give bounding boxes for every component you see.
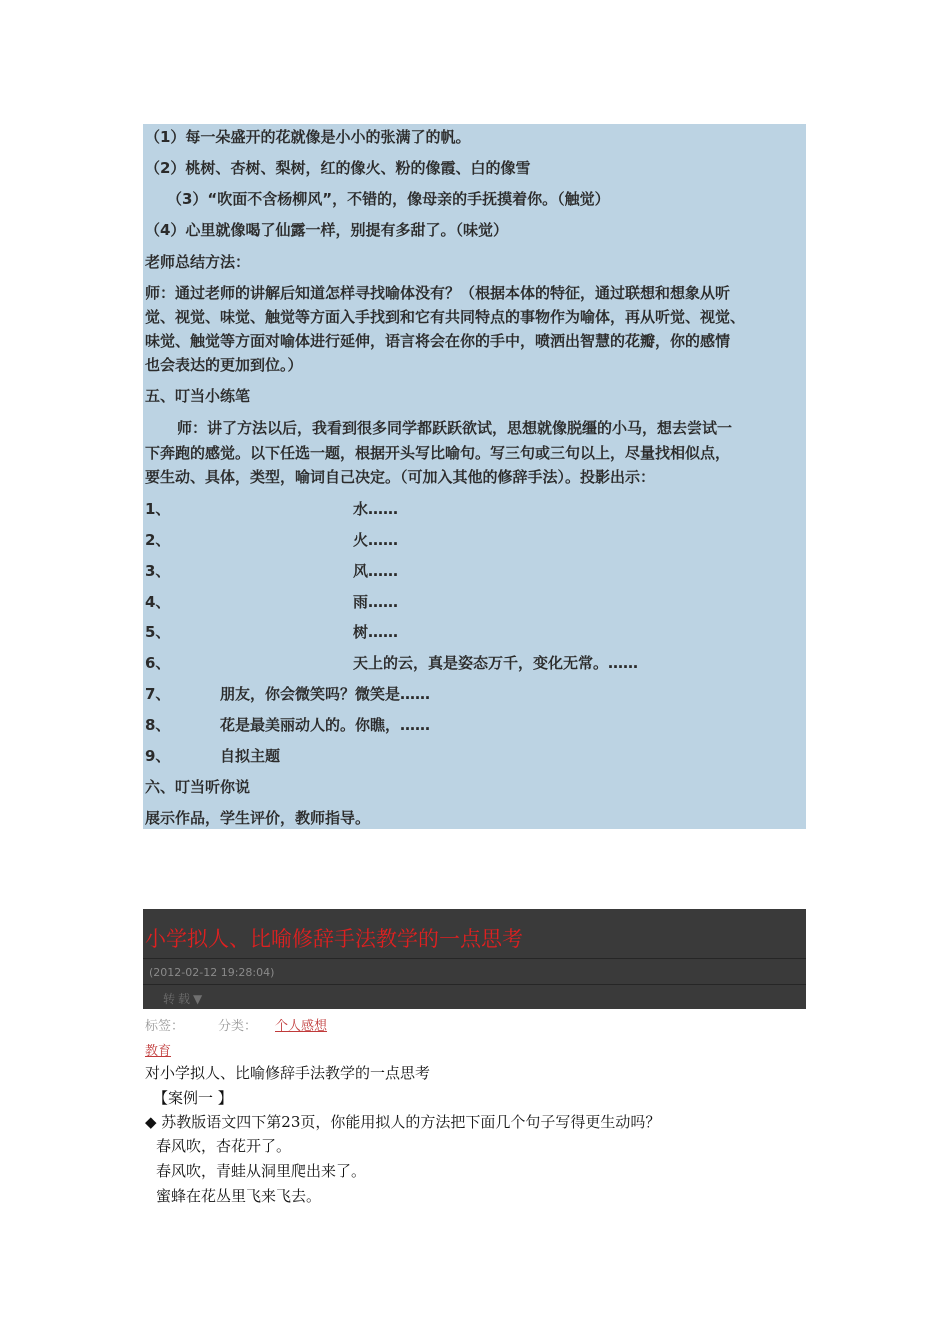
section6-heading: 六、叮当听你说 xyxy=(145,778,251,796)
section6-text: 展示作品，学生评价，教师指导。 xyxy=(145,809,371,827)
exercise-text: 水…… xyxy=(353,500,399,518)
category-link[interactable]: 个人感想 xyxy=(275,1019,328,1034)
exercise-text: 天上的云，真是姿态万千，变化无常。…… xyxy=(353,654,639,672)
exercise-number: 8、 xyxy=(145,716,171,734)
summary-line: 觉、视觉、味觉、触觉等方面入手找到和它有共同特点的事物作为喻体，再从听觉、视觉、 xyxy=(145,308,746,326)
summary-line: 味觉、触觉等方面对喻体进行延伸，语言将会在你的手中，喷洒出智慧的花瓣，你的感情 xyxy=(145,332,731,350)
article-line: 蜜蜂在花丛里飞来飞去。 xyxy=(156,1187,322,1205)
article-line: 对小学拟人、比喻修辞手法教学的一点思考 xyxy=(145,1064,431,1082)
post-date: (2012-02-12 19:28:04) xyxy=(149,966,275,979)
summary-line: 师：通过老师的讲解后知道怎样寻找喻体没有？（根据本体的特征，通过联想和想象从听 xyxy=(145,284,731,302)
example-line-3: （3）“吹面不含杨柳风”，不错的，像母亲的手抚摸着你。（触觉） xyxy=(167,190,610,208)
summary-line: 也会表达的更加到位。） xyxy=(145,356,303,374)
section5-heading: 五、叮当小练笔 xyxy=(145,387,251,405)
exercise-number: 6、 xyxy=(145,654,171,672)
divider xyxy=(143,958,806,959)
section5-line: 要生动、具体，类型，喻词自己决定。（可加入其他的修辞手法）。投影出示： xyxy=(145,468,656,486)
exercise-number: 4、 xyxy=(145,593,171,611)
summary-heading: 老师总结方法： xyxy=(145,253,251,271)
exercise-text: 自拟主题 xyxy=(220,747,281,765)
share-dropdown[interactable]: 转载▼ xyxy=(163,992,206,1006)
article-line: ◆ 苏教版语文四下第23页，你能用拟人的方法把下面几个句子写得更生动吗？ xyxy=(145,1113,661,1131)
exercise-number: 3、 xyxy=(145,562,171,580)
exercise-number: 2、 xyxy=(145,531,171,549)
exercise-text: 树…… xyxy=(353,623,399,641)
exercise-number: 7、 xyxy=(145,685,171,703)
article-line: 【案例一 】 xyxy=(153,1089,233,1107)
exercise-number: 5、 xyxy=(145,623,171,641)
section5-line: 下奔跑的感觉。以下任选一题，根据开头写比喻句。写三句或三句以上，尽量找相似点， xyxy=(145,444,731,462)
exercise-text: 雨…… xyxy=(353,593,399,611)
category-label: 分类： xyxy=(218,1019,258,1034)
example-line-2: （2）桃树、杏树、梨树，红的像火、粉的像霞、白的像雪 xyxy=(145,159,531,177)
example-line-1: （1）每一朵盛开的花就像是小小的张满了的帆。 xyxy=(145,128,471,146)
article-line: 春风吹，杏花开了。 xyxy=(156,1137,292,1155)
article-line: 春风吹，青蛙从洞里爬出来了。 xyxy=(156,1162,367,1180)
tag-link[interactable]: 教育 xyxy=(145,1044,172,1059)
exercise-text: 火…… xyxy=(353,531,399,549)
exercise-text: 朋友，你会微笑吗？微笑是…… xyxy=(220,685,431,703)
blog-title[interactable]: 小学拟人、比喻修辞手法教学的一点思考 xyxy=(145,927,523,951)
exercise-number: 9、 xyxy=(145,747,171,765)
exercise-text: 风…… xyxy=(353,562,399,580)
section5-line: 师：讲了方法以后，我看到很多同学都跃跃欲试，思想就像脱缰的小马，想去尝试一 xyxy=(177,419,733,437)
exercise-number: 1、 xyxy=(145,500,171,518)
tags-label: 标签： xyxy=(145,1019,185,1034)
divider xyxy=(143,984,806,985)
exercise-text: 花是最美丽动人的。你瞧，…… xyxy=(220,716,431,734)
example-line-4: （4）心里就像喝了仙露一样，别提有多甜了。（味觉） xyxy=(145,221,508,239)
